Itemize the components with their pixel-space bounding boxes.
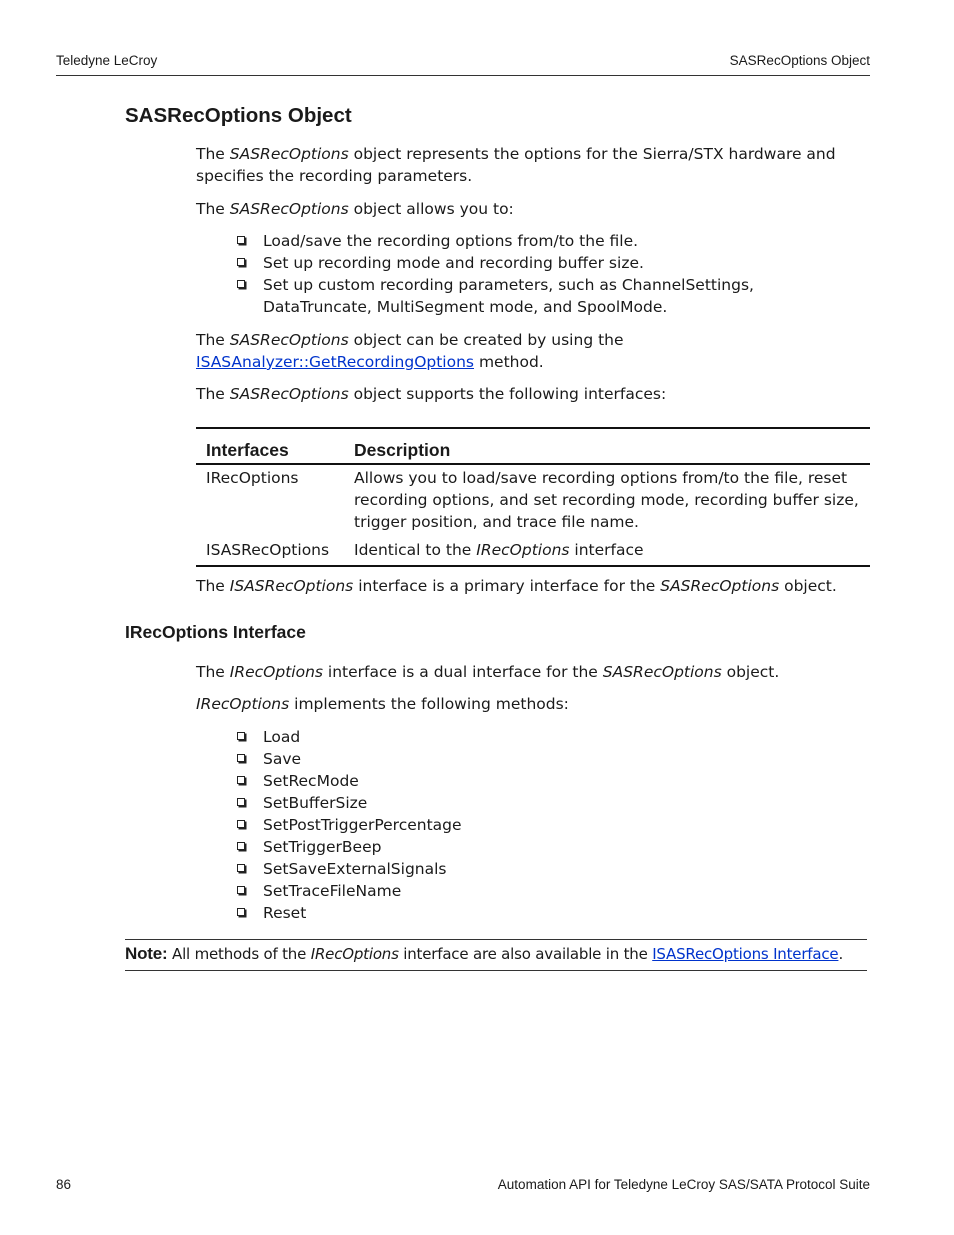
capabilities-list bbox=[237, 230, 857, 318]
checkbox-bullet-icon bbox=[237, 908, 245, 916]
primary-interface-paragraph: The ISASRecOptions interface is a primary interface for the SASRecOptions object. bbox=[196, 577, 837, 595]
dual-interface-paragraph: The IRecOptions interface is a dual interface for the SASRecOptions object. bbox=[196, 663, 780, 681]
interface-description: Identical to the IRecOptions interface bbox=[344, 537, 870, 566]
checkbox-bullet-icon bbox=[237, 754, 245, 762]
checkbox-bullet-icon bbox=[237, 280, 245, 288]
checkbox-bullet-icon bbox=[237, 236, 245, 244]
checkbox-bullet-icon bbox=[237, 864, 245, 872]
column-header-interfaces: Interfaces bbox=[196, 428, 344, 464]
allows-paragraph: The SASRecOptions object allows you to: bbox=[196, 200, 514, 218]
list-item: Load bbox=[237, 726, 857, 748]
list-item: Reset bbox=[237, 902, 857, 924]
checkbox-bullet-icon bbox=[237, 886, 245, 894]
header-company: Teledyne LeCroy bbox=[56, 53, 158, 68]
table-header-row bbox=[196, 428, 870, 464]
created-paragraph: The SASRecOptions object can be created by using the ISASAnalyzer::GetRecordingOptions method. bbox=[196, 331, 624, 371]
page-number: 86 bbox=[56, 1177, 72, 1192]
supports-paragraph: The SASRecOptions object supports the following interfaces: bbox=[196, 385, 667, 403]
page-header bbox=[56, 53, 870, 76]
interface-name: IRecOptions bbox=[206, 469, 299, 487]
list-item: SetTriggerBeep bbox=[237, 836, 857, 858]
column-header-description: Description bbox=[344, 428, 870, 464]
interfaces-table bbox=[196, 427, 870, 567]
document-title: Automation API for Teledyne LeCroy SAS/SATA Protocol Suite bbox=[497, 1177, 870, 1192]
implements-paragraph: IRecOptions implements the following methods: bbox=[196, 695, 569, 713]
table-row bbox=[196, 464, 870, 537]
list-item: SetPostTriggerPercentage bbox=[237, 814, 857, 836]
checkbox-bullet-icon bbox=[237, 732, 245, 740]
checkbox-bullet-icon bbox=[237, 842, 245, 850]
interface-description: Allows you to load/save recording options from/to the file, reset recording options, and set recording mode, recording buffer size, trigger position, and trace file name. bbox=[354, 469, 859, 531]
list-item: Load/save the recording options from/to the file. bbox=[237, 230, 857, 252]
list-item: Set up custom recording parameters, such as ChannelSettings, DataTruncate, MultiSegment mode, and SpoolMode. bbox=[237, 274, 857, 318]
note-label: Note: bbox=[125, 944, 168, 963]
methods-list bbox=[237, 726, 857, 924]
list-item: SetRecMode bbox=[237, 770, 857, 792]
section-title: SASRecOptions Object bbox=[125, 104, 352, 127]
list-item: Set up recording mode and recording buffer size. bbox=[237, 252, 857, 274]
list-item: Save bbox=[237, 748, 857, 770]
interface-name: ISASRecOptions bbox=[196, 537, 344, 566]
header-section: SASRecOptions Object bbox=[729, 53, 870, 68]
list-item: SetSaveExternalSignals bbox=[237, 858, 857, 880]
checkbox-bullet-icon bbox=[237, 258, 245, 266]
table-row bbox=[196, 537, 870, 566]
isasrecoptions-interface-link[interactable]: ISASRecOptions Interface bbox=[652, 945, 839, 963]
list-item: SetTraceFileName bbox=[237, 880, 857, 902]
get-recording-options-link[interactable]: ISASAnalyzer::GetRecordingOptions bbox=[196, 353, 475, 371]
note-box: Note: All methods of the IRecOptions interface are also available in the ISASRecOptions Interface. bbox=[125, 939, 867, 971]
list-item: SetBufferSize bbox=[237, 792, 857, 814]
checkbox-bullet-icon bbox=[237, 820, 245, 828]
intro-paragraph: The SASRecOptions object represents the options for the Sierra/STX hardware and specifies the recording parameters. bbox=[196, 145, 836, 185]
checkbox-bullet-icon bbox=[237, 776, 245, 784]
subsection-title: IRecOptions Interface bbox=[125, 622, 306, 642]
checkbox-bullet-icon bbox=[237, 798, 245, 806]
